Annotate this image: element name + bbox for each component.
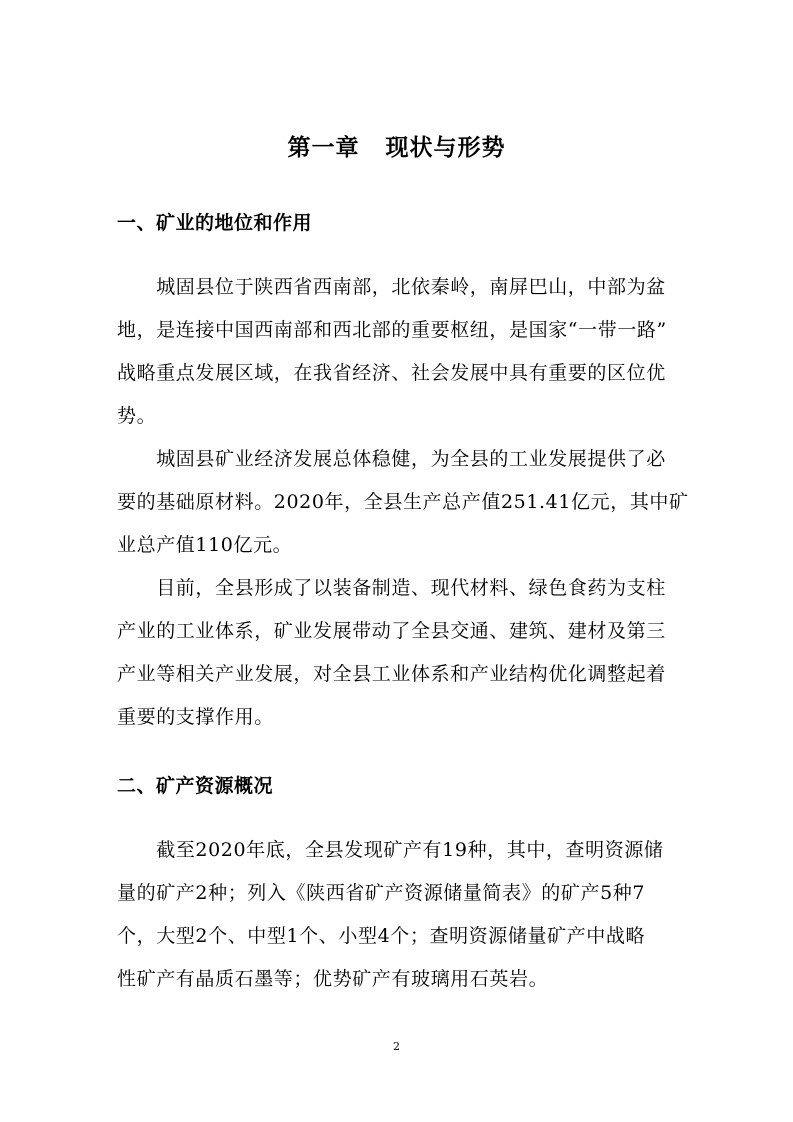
text-line: 目前，全县形成了以装备制造、现代材料、绿色食药为支柱 (117, 577, 666, 599)
text-line: 量的矿产2种；列入《陕西省矿产资源储量简表》的矿产5种7 (117, 882, 646, 904)
text-line: 产业等相关产业发展，对全县工业体系和产业结构优化调整起着 (117, 663, 666, 685)
text-line: 城固县矿业经济发展总体稳健，为全县的工业发展提供了必 (117, 448, 666, 470)
section-heading-2: 二、矿产资源概况 (117, 775, 274, 797)
section-heading-1: 一、矿业的地位和作用 (117, 212, 313, 234)
text-line: 性矿产有晶质石墨等；优势矿产有玻璃用石英岩。 (117, 968, 549, 990)
page-number: 2 (393, 1040, 400, 1053)
paragraph-1-1 (117, 266, 680, 438)
text-line: 个，大型2个、中型1个、小型4个；查明资源储量矿产中战略 (117, 925, 646, 947)
chapter-name: 现状与形势 (385, 135, 506, 161)
text-line: 截至2020年底，全县发现矿产有19种，其中，查明资源储 (117, 839, 664, 861)
chapter-title (0, 131, 793, 165)
paragraph-1-3 (117, 567, 680, 739)
paragraph-2-1 (117, 829, 680, 1001)
text-line: 地，是连接中国西南部和西北部的重要枢纽，是国家“一带一路” (117, 319, 667, 341)
text-line: 要的基础原材料。2020年，全县生产总产值251.41亿元，其中矿 (117, 491, 689, 513)
text-line: 产业的工业体系，矿业发展带动了全县交通、建筑、建材及第三 (117, 620, 666, 642)
text-line: 业总产值110亿元。 (117, 534, 293, 556)
paragraph-1-2 (117, 438, 689, 567)
text-line: 重要的支撑作用。 (117, 706, 274, 728)
text-line: 城固县位于陕西省西南部，北依秦岭，南屏巴山，中部为盆 (117, 276, 666, 298)
text-line: 战略重点发展区域，在我省经济、社会发展中具有重要的区位优 (117, 362, 666, 384)
chapter-number: 第一章 (287, 135, 360, 161)
text-line: 势。 (117, 405, 157, 427)
